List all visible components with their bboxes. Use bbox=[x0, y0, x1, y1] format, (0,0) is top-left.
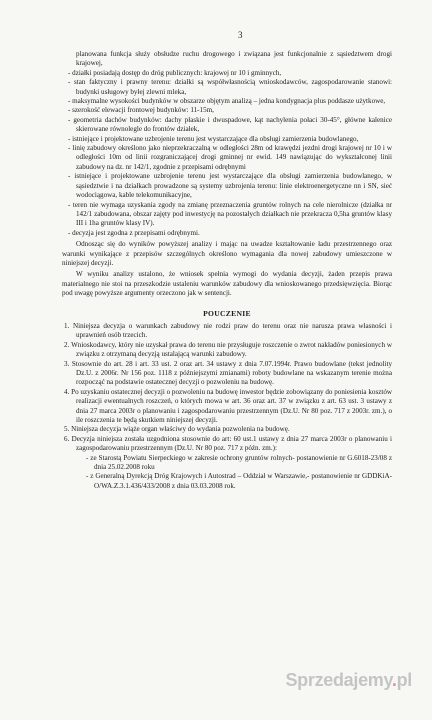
watermark-dot: . bbox=[391, 670, 397, 690]
intro-line: planowana funkcja służy obsłudze ruchu drogowego i związana jest funkcjonalnie z sąsiedztwem drogi krajowej, bbox=[76, 50, 392, 68]
item-text: Decyzja niniejsza została uzgodniona stosownie do art: 60 ust.1 ustawy z dnia 27 marca 2003r o planowaniu i zagospodarowaniu przestrzennym (Dz.U. Nr 80 poz. 717 z późn. zm.): bbox=[71, 434, 392, 453]
bullet-item: - istniejące i projektowane uzbrojenie terenu jest wystarczające dla obsługi zamierzenia budowlanego, w sąsiedztwie i na działkach prowadzone są systemy uzbrojenia terenu: linie elektroenergetyczne nn i SN, sieć wodociągowa, kable telekomunikacyjne, bbox=[68, 172, 392, 200]
bullet-item: - linię zabudowy określono jako nieprzekraczalną w odległości 28m od krawędzi jezdni drogi krajowej nr 10 i w odległości 10m od linii rozgraniczającej drogi gminnej nr ewid. 149 nawiązując do wykształconej linii zabudowy na dz. nr 142/1, zgodnie z przepisami odrębnymi bbox=[68, 144, 392, 171]
item-number: 5. bbox=[64, 425, 70, 434]
bullet-item: - stan faktyczny i prawny terenu: działki są współwłasnością wnioskodawców, zagospodarowanie stanowi: budynki usługowy byłej zlewni mleka, bbox=[68, 78, 393, 96]
bullet-text: linię zabudowy określono jako nieprzekraczalną w odległości 28m od krawędzi jezdni drogi krajowej nr 10 i w odległości 10m od linii rozgraniczającej drogi gminnej nr ewid. 149 nawiązując do wykształconej linii zabudowy na dz. nr 142/1, zgodnie z przepisami odrębnymi bbox=[72, 144, 392, 171]
list-item bbox=[62, 322, 392, 341]
agreement-sublist bbox=[62, 454, 392, 492]
item-number: 4. bbox=[64, 387, 70, 396]
analysis-bullets bbox=[62, 69, 392, 238]
section-heading: POUCZENIE bbox=[203, 308, 251, 318]
list-item bbox=[62, 360, 392, 388]
bullet-item: - decyzja jest zgodna z przepisami odrębnymi. bbox=[68, 228, 200, 237]
bullet-item: - działki posiadają dostęp do dróg publicznych: krajowej nr 10 i gminnych, bbox=[68, 68, 282, 77]
bullet-text: teren nie wymaga uzyskania zgody na zmianę przeznaczenia gruntów rolnych na cele nierolnicze (działka nr 142/1 zabudowana, obszar zajęty pod inwestycję na pozostałych działkach nie przekracza 0,5ha gruntów klasy III i 1ha gruntów klasy IV). bbox=[72, 200, 392, 228]
bullet-text: działki posiadają dostęp do dróg publicznych: krajowej nr 10 i gminnych, bbox=[72, 68, 282, 77]
list-item bbox=[62, 341, 392, 360]
item-number: 1. bbox=[64, 321, 70, 330]
bullet-item: - geometria dachów budynków: dachy płaskie i dwuspadowe, kąt nachylenia połaci 30-45°, główne kalenice skierowane równolegle do frontów działek, bbox=[68, 115, 392, 134]
item-number: 6. bbox=[64, 434, 70, 443]
item-number: 2. bbox=[64, 340, 70, 349]
bullet-text: istniejące i projektowane uzbrojenie terenu jest wystarczające dla obsługi zamierzenia budowlanego, w sąsiedztwie i na działkach prowadzone są systemy uzbrojenia terenu: linie elektroenergetyczne nn i SN, sieć wodociągowa, kable telekomunikacyjne, bbox=[74, 172, 392, 200]
bullet-item: - szerokość elewacji frontowej budynków: 11-15m, bbox=[68, 106, 214, 115]
document-body bbox=[62, 50, 392, 491]
watermark-text: Sprzedajemy bbox=[285, 670, 392, 690]
item-text: Niniejsza decyzja o warunkach zabudowy nie rodzi praw do terenu oraz nie narusza prawa własności i uprawnień osób trzecich. bbox=[72, 321, 393, 340]
page-number: 3 bbox=[238, 30, 243, 40]
pouczenie-list bbox=[62, 322, 392, 454]
conclusion-paragraph: W wyniku analizy ustalono, że wniosek spełnia wymogi do wydania decyzji, żaden przepis prawa materialnego nie stoi na przeszkodzie ustaleniu warunków zabudowy dla wnioskowanego przedsięwzięcia. Biorąc pod uwagę powyższe argumenty orzeczono jak w sentencji. bbox=[62, 270, 392, 298]
list-item bbox=[62, 388, 392, 426]
sub-item: - ze Starostą Powiatu Sierpeckiego w zakresie ochrony gruntów rolnych- postanowienie nr G.6018-23/08 z dnia 25.02.2008 roku bbox=[86, 453, 392, 472]
item-text: Wnioskodawcy, który nie uzyskał prawa do terenu nie przysługuje roszczenie o zwrot nakładów poniesionych w związku z otrzymaną decyzją ustalającą warunki zabudowy. bbox=[71, 340, 392, 359]
bullet-text: decyzja jest zgodna z przepisami odrębnymi. bbox=[72, 228, 200, 237]
item-number: 3. bbox=[64, 359, 70, 368]
bullet-text: maksymalne wysokości budynków w obszarze objętym analizą – jedna kondygnacja plus poddasze użytkowe, bbox=[72, 97, 386, 106]
bullet-item: - teren nie wymaga uzyskania zgody na zmianę przeznaczenia gruntów rolnych na cele nierolnicze (działka nr 142/1 zabudowana, obszar zajęty pod inwestycję na pozostałych działkach nie przekracza 0,5ha gruntów klasy III i 1ha gruntów klasy IV). bbox=[68, 200, 392, 228]
bullet-text: stan faktyczny i prawny terenu: działki są współwłasnością wnioskodawców, zagospodarowanie stanowi: budynki usługowy byłej zlewni mleka, bbox=[74, 78, 393, 96]
watermark-suffix: pl bbox=[396, 670, 412, 690]
bullet-text: geometria dachów budynków: dachy płaskie i dwuspadowe, kąt nachylenia połaci 30-45°, główne kalenice skierowane równolegle do frontów działek, bbox=[73, 115, 392, 134]
item-text: Po uzyskaniu ostatecznej decyzji o pozwoleniu na budowę inwestor będzie zobowiązany do poniesienia kosztów realizacji ewentualnych roszczeń, o których mowa w art. 36 oraz art. 37 w związku z art. 63 ust. 3 ustawy z dnia 27 marca 2003r o planowaniu i zagospodarowaniu przestrzennym (Dz.U. Nr 80 poz. 717 z 2003r. zm.), o ile roszczenia te będą skutkiem niniejszej decyzji. bbox=[71, 387, 392, 425]
bullet-item: - istniejące i projektowane uzbrojenie terenu jest wystarczające dla obsługi zamierzenia budowlanego, bbox=[68, 134, 359, 143]
bullet-item: - maksymalne wysokości budynków w obszarze objętym analizą – jedna kondygnacja plus poddasze użytkowe, bbox=[68, 97, 386, 106]
bullet-text: istniejące i projektowane uzbrojenie terenu jest wystarczające dla obsługi zamierzenia budowlanego, bbox=[72, 134, 359, 143]
item-text: Niniejsza decyzja wiąże organ właściwy do wydania pozwolenia na budowę. bbox=[71, 425, 290, 434]
sub-item: - z Generalną Dyrekcją Dróg Krajowych i Autostrad – Oddział w Warszawie,- postanowienie nr GDDKiA-O/WA.Z.3.1.436/433/2008 z dnia 03.03.2008 rok. bbox=[86, 472, 392, 490]
list-item bbox=[62, 425, 392, 434]
item-text: Stosownie do art. 28 i art. 33 ust. 2 oraz art. 34 ustawy z dnia 7.07.1994r. Prawo budowlane (tekst jednolity Dz.U. z 2006r. Nr 156 poz. 1118 z późniejszymi zmianami) roboty budowlane na wskazanym terenie można rozpocząć na podstawie ostatecznej decyzji o pozwoleniu na budowę. bbox=[71, 359, 392, 387]
bullet-text: szerokość elewacji frontowej budynków: 11-15m, bbox=[72, 106, 214, 115]
list-item bbox=[62, 435, 392, 454]
site-watermark bbox=[285, 670, 412, 691]
analysis-paragraph: Odnosząc się do wyników powyższej analizy i mając na uwadze kształtowanie ładu przestrzennego oraz warunki wynikające z przepisów szczególnych określono wymagania dla nowej zabudowy umieszczone w niniejszej decyzji. bbox=[62, 240, 392, 267]
